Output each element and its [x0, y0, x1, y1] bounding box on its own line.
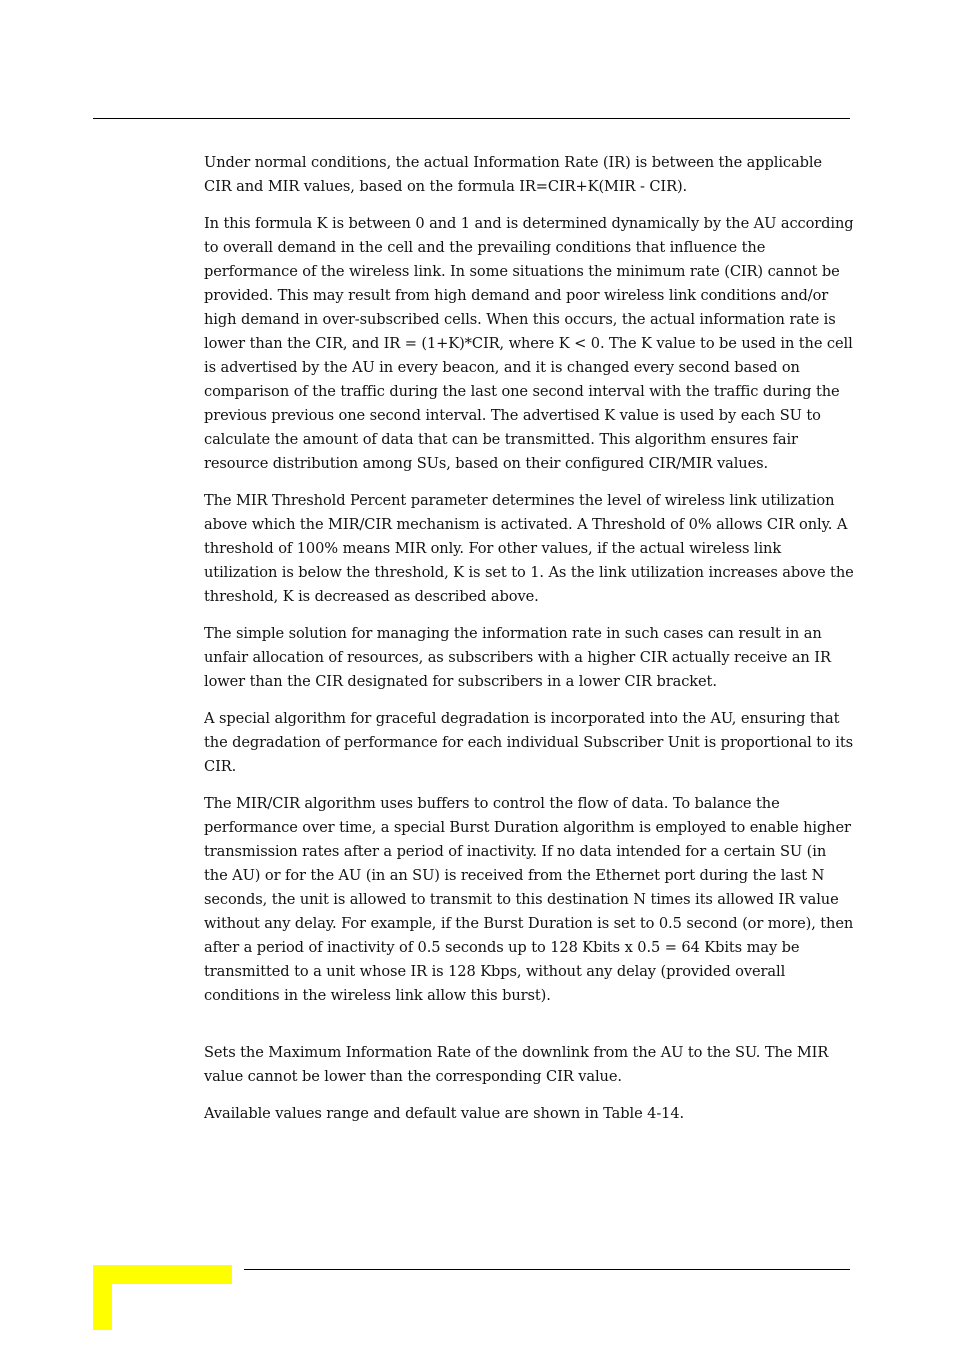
paragraph-graceful-degradation: A special algorithm for graceful degradation is incorporated into the AU, ensuring that the degradation of performance for each individual Subscriber Unit is proportional to its CIR. — [204, 710, 854, 775]
footer-rule — [244, 1269, 850, 1270]
header-rule — [93, 118, 850, 119]
footer-accent-tab-stem — [93, 1265, 112, 1330]
paragraph-mir-threshold: The MIR Threshold Percent parameter determines the level of wireless link utilization above which the MIR/CIR mechanism is activated. A Threshold of 0% allows CIR only. A threshold of 100% means MIR only. For other values, if the actual wireless link utilization is below the threshold, K is set to 1. As the link utilization increases above the threshold, K is decreased as described above. — [204, 492, 854, 605]
paragraph-k-value: In this formula K is between 0 and 1 and is determined dynamically by the AU according to overall demand in the cell and the prevailing conditions that influence the performance of the wireless link. In some situations the minimum rate (CIR) cannot be provided. This may result from high demand and poor wireless link conditions and/or high demand in over-subscribed cells. When this occurs, the actual information rate is lower than the CIR, and IR = (1+K)*CIR, where K < 0. The K value to be used in the cell is advertised by the AU in every beacon, and it is changed every second based on comparison of the traffic during the last one second interval with the traffic during the previous previous one second interval. The advertised K value is used by each SU to calculate the amount of data that can be transmitted. This algorithm ensures fair resource distribution among SUs, based on their configured CIR/MIR values. — [204, 215, 854, 472]
paragraph-downlink-mir: Sets the Maximum Information Rate of the downlink from the AU to the SU. The MIR value cannot be lower than the corresponding CIR value. — [204, 1044, 829, 1085]
footer-accent-tab — [93, 1265, 232, 1284]
paragraph-ir-formula: Under normal conditions, the actual Information Rate (IR) is between the applicable CIR and MIR values, based on the formula IR=CIR+K(MIR - CIR). — [204, 154, 822, 195]
paragraph-burst-duration: The MIR/CIR algorithm uses buffers to control the flow of data. To balance the performance over time, a special Burst Duration algorithm is employed to enable higher transmission rates after a period of inactivity. If no data intended for a certain SU (in the AU) or for the AU (in an SU) is received from the Ethernet port during the last N seconds, the unit is allowed to transmit to this destination N times its allowed IR value without any delay. For example, if the Burst Duration is set to 0.5 second (or more), then after a period of inactivity of 0.5 seconds up to 128 Kbits x 0.5 = 64 Kbits may be transmitted to a unit whose IR is 128 Kbps, without any delay (provided overall conditions in the wireless link allow this burst). — [204, 795, 854, 1004]
paragraph-values-range: Available values range and default value are shown in Table 4-14. — [204, 1105, 685, 1122]
page-body — [204, 151, 854, 1139]
paragraph-unfair-allocation: The simple solution for managing the information rate in such cases can result in an unfair allocation of resources, as subscribers with a higher CIR actually receive an IR lower than the CIR designated for subscribers in a lower CIR bracket. — [204, 625, 831, 690]
